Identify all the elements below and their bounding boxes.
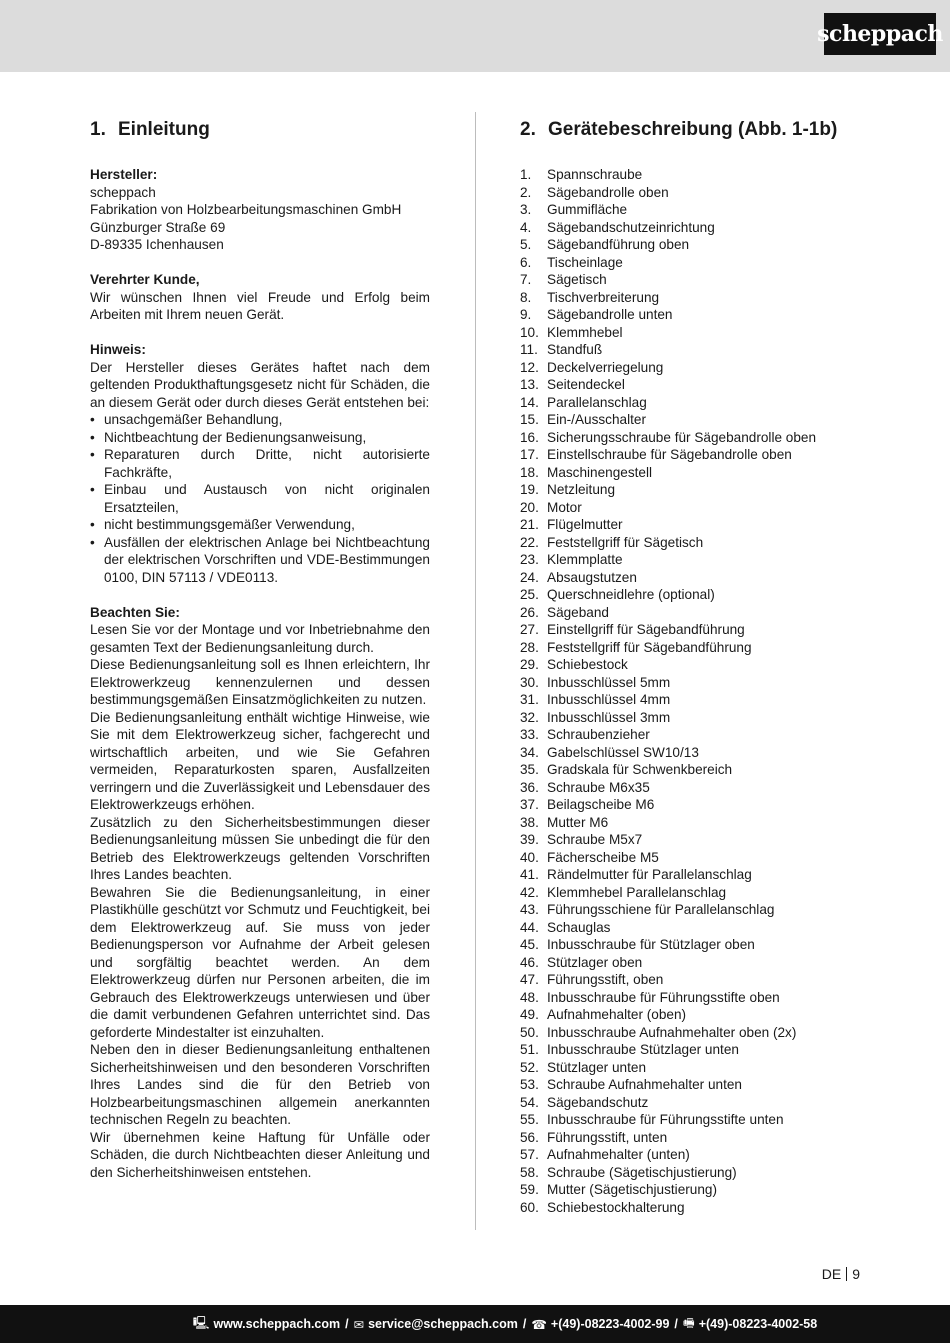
- part-label: Klemmhebel: [547, 324, 623, 340]
- parts-list-item: [520, 271, 865, 289]
- parts-list-item: [520, 1006, 865, 1024]
- part-number: 17.: [520, 447, 539, 462]
- part-label: Einstellgriff für Sägebandführung: [547, 622, 745, 637]
- part-number: 40.: [520, 849, 539, 865]
- part-label: Ein-/Ausschalter: [547, 412, 646, 427]
- part-label: Inbusschraube für Führungsstifte unten: [547, 1112, 784, 1127]
- parts-list-item: [520, 289, 865, 307]
- part-label: Einstellschraube für Sägebandrolle oben: [547, 447, 792, 462]
- parts-list-item: [520, 376, 865, 394]
- part-number: 35.: [520, 762, 539, 777]
- parts-list-item: [520, 411, 865, 429]
- part-number: 28.: [520, 639, 539, 655]
- list-item: • Reparaturen durch Dritte, nicht autorisierte Fachkräfte,: [90, 446, 430, 481]
- part-number: 9.: [520, 307, 532, 322]
- part-label: Inbusschlüssel 4mm: [547, 692, 671, 707]
- part-number: 18.: [520, 464, 539, 480]
- parts-list-item: [520, 219, 865, 237]
- part-label: Deckelverriegelung: [547, 359, 664, 375]
- part-label: Querschneidlehre (optional): [547, 587, 715, 602]
- part-label: Tischeinlage: [547, 254, 623, 270]
- parts-list-item: [520, 1076, 865, 1094]
- parts-list-item: [520, 919, 865, 937]
- part-label: Führungsstift, oben: [547, 972, 664, 987]
- part-label: Schraube M5x7: [547, 832, 643, 847]
- part-number: 46.: [520, 954, 539, 970]
- part-number: 2.: [520, 184, 532, 200]
- parts-list-item: [520, 744, 865, 762]
- parts-list-item: [520, 446, 865, 464]
- part-label: Stützlager oben: [547, 954, 643, 970]
- paragraph: Zusätzlich zu den Sicherheitsbestimmungen dieser Bedienungsanleitung müssen Sie unbedingt die für den Betrieb des Elektrowerkzeugs geltenden Vorschriften Ihres Landes beachten.: [90, 814, 430, 882]
- parts-list-item: [520, 1164, 865, 1182]
- part-label: Sicherungsschraube für Sägebandrolle oben: [547, 429, 817, 445]
- parts-list-item: [520, 779, 865, 797]
- parts-list-item: [520, 586, 865, 604]
- part-number: 24.: [520, 569, 539, 585]
- list-item: • unsachgemäßer Behandlung,: [90, 411, 430, 429]
- part-number: 19.: [520, 482, 539, 497]
- part-label: Parallelanschlag: [547, 394, 647, 410]
- part-number: 60.: [520, 1199, 539, 1215]
- header-bar: [0, 0, 950, 72]
- parts-list-item: [520, 306, 865, 324]
- parts-list-item: [520, 639, 865, 657]
- parts-list-item: [520, 796, 865, 814]
- parts-list-item: [520, 429, 865, 447]
- parts-list-item: [520, 324, 865, 342]
- parts-list-item: [520, 516, 865, 534]
- parts-list-item: [520, 1041, 865, 1059]
- parts-list-item: [520, 534, 865, 552]
- parts-list-item: [520, 621, 865, 639]
- part-number: 34.: [520, 744, 539, 760]
- parts-list-item: [520, 709, 865, 727]
- part-label: Inbusschraube Aufnahmehalter oben (2x): [547, 1024, 797, 1040]
- list-item: • Nichtbeachtung der Bedienungsanweisung,: [90, 429, 430, 447]
- footer-fax: +(49)-08223-4002-58: [698, 1317, 818, 1331]
- part-number: 33.: [520, 727, 539, 742]
- part-number: 12.: [520, 359, 539, 375]
- part-label: Maschinengestell: [547, 464, 653, 480]
- parts-list-item: [520, 499, 865, 517]
- parts-list-item: [520, 814, 865, 832]
- part-label: Tischverbreiterung: [547, 289, 660, 305]
- part-number: 45.: [520, 937, 539, 952]
- part-number: 6.: [520, 254, 532, 270]
- part-label: Inbusschraube für Führungsstifte oben: [547, 989, 780, 1005]
- part-number: 8.: [520, 289, 532, 305]
- paragraph: Diese Bedienungsanleitung soll es Ihnen erleichtern, Ihr Elektrowerkzeug kennenzulernen und dessen bestimmungsgemäßen Einsatzmöglichkeiten zu nutzen.: [90, 657, 430, 707]
- part-number: 10.: [520, 324, 539, 340]
- note-label: Hinweis:: [90, 342, 146, 357]
- part-label: Schraubenzieher: [547, 727, 650, 742]
- list-item: • Ausfällen der elektrischen Anlage bei Nichtbeachtung der elektrischen Vorschriften und VDE-Bestimmungen 0100, DIN 57113 / VDE0113.: [90, 534, 430, 587]
- part-number: 52.: [520, 1059, 539, 1075]
- part-number: 26.: [520, 604, 539, 620]
- part-label: Absaugstutzen: [547, 569, 637, 585]
- part-number: 31.: [520, 692, 539, 707]
- part-number: 44.: [520, 919, 539, 935]
- parts-list-item: [520, 569, 865, 587]
- part-label: Motor: [547, 499, 582, 515]
- observe-label: Beachten Sie:: [90, 604, 180, 620]
- part-number: 48.: [520, 989, 539, 1005]
- part-number: 43.: [520, 902, 539, 917]
- paragraph: Neben den in dieser Bedienungsanleitung enthaltenen Sicherheitshinweisen und den besonderen Vorschriften Ihres Landes sind die für den Betrieb von Holzbearbeitungsmaschinen allgemein anerkannten technischen Regeln zu beachten.: [90, 1042, 430, 1127]
- part-number: 36.: [520, 779, 539, 795]
- parts-list-item: [520, 394, 865, 412]
- section-heading-introduction: 1. Einleitung: [90, 119, 210, 140]
- part-label: Spannschraube: [547, 167, 643, 182]
- list-item: • nicht bestimmungsgemäßer Verwendung,: [90, 516, 430, 534]
- part-number: 27.: [520, 622, 539, 637]
- part-number: 3.: [520, 202, 532, 217]
- part-label: Flügelmutter: [547, 517, 623, 532]
- part-number: 56.: [520, 1129, 539, 1145]
- parts-list-item: [520, 481, 865, 499]
- parts-list-item: [520, 849, 865, 867]
- footer-bar: 🖳 www.scheppach.com / ✉ service@scheppach.com / ☎ +(49)-08223-4002-99 / 🖷 +(49)-08223-4002-58: [0, 1305, 950, 1343]
- footer-website-link[interactable]: www.scheppach.com: [213, 1317, 341, 1331]
- page-number-value: 9: [852, 1266, 860, 1282]
- part-number: 16.: [520, 429, 539, 445]
- part-label: Inbusschraube Stützlager unten: [547, 1042, 739, 1057]
- parts-list-item: [520, 989, 865, 1007]
- liability-exclusion-list: [90, 411, 430, 586]
- parts-list-item: [520, 254, 865, 272]
- section-heading-device-description: 2. Gerätebeschreibung (Abb. 1-1b): [520, 119, 838, 140]
- address-line: Günzburger Straße 69: [90, 219, 226, 235]
- fax-icon: 🖷: [682, 1315, 695, 1330]
- part-label: Schiebestock: [547, 657, 628, 672]
- paragraph: Die Bedienungsanleitung enthält wichtige Hinweise, wie Sie mit dem Elektrowerkzeug sicher, fachgerecht und wirtschaftlich arbeiten, und wie Sie Gefahren vermeiden, Reparaturkosten sparen, Ausfallzeiten verringern und die Zuverlässigkeit und Lebensdauer des Elektrowerkzeugs erhöhen.: [90, 709, 430, 812]
- part-number: 23.: [520, 552, 539, 567]
- part-label: Sägetisch: [547, 272, 607, 287]
- part-number: 59.: [520, 1182, 539, 1197]
- section-device-description: [520, 118, 865, 1216]
- parts-list-item: [520, 1111, 865, 1129]
- scheppach-logo: scheppach: [824, 13, 936, 55]
- note-text: Der Hersteller dieses Gerätes haftet nach dem geltenden Produkthaftungsgesetz nicht für Schäden, die an diesem Gerät oder durch dieses Gerät entstehen bei:: [90, 359, 430, 410]
- page-number: [822, 1265, 860, 1283]
- part-label: Aufnahmehalter (unten): [547, 1147, 690, 1162]
- part-label: Mutter (Sägetischjustierung): [547, 1182, 717, 1197]
- part-label: Aufnahmehalter (oben): [547, 1007, 687, 1022]
- part-number: 25.: [520, 587, 539, 602]
- part-label: Beilagscheibe M6: [547, 797, 655, 812]
- part-label: Gradskala für Schwenkbereich: [547, 762, 733, 777]
- part-label: Schauglas: [547, 919, 611, 935]
- paragraph: Wir übernehmen keine Haftung für Unfälle oder Schäden, die durch Nichtbeachten dieser Anleitung und den Sicherheitshinweisen entstehen.: [90, 1129, 430, 1180]
- computer-icon: 🖳: [192, 1315, 210, 1330]
- parts-list-item: [520, 866, 865, 884]
- page-language: DE: [821, 1266, 842, 1282]
- part-number: 58.: [520, 1164, 539, 1180]
- part-number: 51.: [520, 1042, 539, 1057]
- part-label: Führungsschiene für Parallelanschlag: [547, 902, 775, 917]
- part-number: 47.: [520, 972, 539, 987]
- part-number: 4.: [520, 219, 532, 235]
- list-item: • Einbau und Austausch von nicht originalen Ersatzteilen,: [90, 481, 430, 516]
- part-number: 13.: [520, 377, 539, 392]
- parts-list-item: [520, 166, 865, 184]
- part-label: Führungsstift, unten: [547, 1129, 668, 1145]
- footer-phone: +(49)-08223-4002-99: [550, 1317, 670, 1331]
- part-label: Schraube M6x35: [547, 779, 650, 795]
- part-number: 37.: [520, 797, 539, 812]
- part-label: Schraube (Sägetischjustierung): [547, 1164, 737, 1180]
- parts-list-item: [520, 971, 865, 989]
- parts-list-item: [520, 936, 865, 954]
- part-number: 32.: [520, 709, 539, 725]
- address-line: Fabrikation von Holzbearbeitungsmaschinen GmbH: [90, 202, 402, 217]
- part-number: 30.: [520, 674, 539, 690]
- parts-list-item: [520, 464, 865, 482]
- parts-list-item: [520, 1199, 865, 1217]
- part-number: 57.: [520, 1147, 539, 1162]
- part-label: Klemmplatte: [547, 552, 623, 567]
- parts-list: [520, 166, 865, 1216]
- footer-email-link[interactable]: service@scheppach.com: [368, 1317, 518, 1331]
- part-number: 7.: [520, 272, 532, 287]
- parts-list-item: [520, 1024, 865, 1042]
- part-label: Klemmhebel Parallelanschlag: [547, 884, 727, 900]
- part-number: 54.: [520, 1094, 539, 1110]
- part-number: 53.: [520, 1077, 539, 1092]
- part-label: Schiebestockhalterung: [547, 1199, 685, 1215]
- parts-list-item: [520, 236, 865, 254]
- part-number: 21.: [520, 517, 539, 532]
- part-number: 55.: [520, 1112, 539, 1127]
- parts-list-item: [520, 1059, 865, 1077]
- part-number: 14.: [520, 394, 539, 410]
- parts-list-item: [520, 761, 865, 779]
- part-label: Standfuß: [547, 342, 603, 357]
- parts-list-item: [520, 831, 865, 849]
- part-label: Gummifläche: [547, 202, 628, 217]
- part-label: Seitendeckel: [547, 377, 625, 392]
- parts-list-item: [520, 674, 865, 692]
- part-number: 39.: [520, 832, 539, 847]
- part-label: Stützlager unten: [547, 1059, 646, 1075]
- part-number: 50.: [520, 1024, 539, 1040]
- parts-list-item: [520, 341, 865, 359]
- part-label: Sägeband: [547, 604, 609, 620]
- part-label: Sägebandschutz: [547, 1094, 649, 1110]
- parts-list-item: [520, 1094, 865, 1112]
- parts-list-item: [520, 656, 865, 674]
- parts-list-item: [520, 954, 865, 972]
- customer-label: Verehrter Kunde,: [90, 272, 200, 287]
- part-label: Mutter M6: [547, 814, 609, 830]
- part-number: 29.: [520, 657, 539, 672]
- part-label: Sägebandrolle oben: [547, 184, 669, 200]
- column-divider: [475, 112, 476, 1230]
- part-number: 41.: [520, 867, 539, 882]
- parts-list-item: [520, 884, 865, 902]
- parts-list-item: [520, 604, 865, 622]
- part-label: Sägebandrolle unten: [547, 307, 673, 322]
- part-label: Sägebandschutzeinrichtung: [547, 219, 715, 235]
- customer-text: Wir wünschen Ihnen viel Freude und Erfolg beim Arbeiten mit Ihrem neuen Gerät.: [90, 289, 430, 322]
- parts-list-item: [520, 184, 865, 202]
- part-number: 49.: [520, 1007, 539, 1022]
- address-line: D-89335 Ichenhausen: [90, 237, 224, 252]
- parts-list-item: [520, 1129, 865, 1147]
- part-number: 22.: [520, 534, 539, 550]
- part-number: 42.: [520, 884, 539, 900]
- part-number: 5.: [520, 237, 532, 252]
- part-label: Inbusschlüssel 5mm: [547, 674, 671, 690]
- address-line: scheppach: [90, 184, 156, 200]
- part-number: 20.: [520, 499, 539, 515]
- parts-list-item: [520, 726, 865, 744]
- part-label: Sägebandführung oben: [547, 237, 690, 252]
- part-label: Rändelmutter für Parallelanschlag: [547, 867, 752, 882]
- parts-list-item: [520, 551, 865, 569]
- part-number: 1.: [520, 167, 532, 182]
- part-number: 38.: [520, 814, 539, 830]
- part-number: 11.: [520, 342, 538, 357]
- part-label: Feststellgriff für Sägetisch: [547, 534, 704, 550]
- part-label: Netzleitung: [547, 482, 616, 497]
- part-number: 15.: [520, 412, 539, 427]
- parts-list-item: [520, 359, 865, 377]
- manufacturer-label: Hersteller:: [90, 167, 158, 182]
- email-icon: ✉: [353, 1317, 365, 1332]
- parts-list-item: [520, 1181, 865, 1199]
- part-label: Schraube Aufnahmehalter unten: [547, 1077, 742, 1092]
- part-label: Fächerscheibe M5: [547, 849, 659, 865]
- part-label: Gabelschlüssel SW10/13: [547, 744, 699, 760]
- manufacturer-address: [90, 184, 430, 254]
- parts-list-item: [520, 1146, 865, 1164]
- parts-list-item: [520, 691, 865, 709]
- paragraph: Bewahren Sie die Bedienungsanleitung, in einer Plastikhülle geschützt vor Schmutz und Feuchtigkeit, bei dem Elektrowerkzeug auf. Sie muss von jeder Bedienungsperson vor Aufnahme der Arbeit gelesen und sorgfältig beachtet werden. An dem Elektrowerkzeug dürfen nur Personen arbeiten, die im Gebrauch des Elektrowerkzeugs unterwiesen und über die damit verbundenen Gefahren unterrichtet sind. Das geforderte Mindestalter ist einzuhalten.: [90, 884, 430, 1040]
- part-label: Feststellgriff für Sägebandführung: [547, 639, 752, 655]
- part-label: Inbusschraube für Stützlager oben: [547, 937, 755, 952]
- parts-list-item: [520, 901, 865, 919]
- phone-icon: ☎: [531, 1317, 547, 1332]
- part-label: Inbusschlüssel 3mm: [547, 709, 671, 725]
- parts-list-item: [520, 201, 865, 219]
- paragraph: Lesen Sie vor der Montage und vor Inbetriebnahme den gesamten Text der Bedienungsanleitung durch.: [90, 622, 430, 655]
- section-introduction: [90, 118, 430, 1181]
